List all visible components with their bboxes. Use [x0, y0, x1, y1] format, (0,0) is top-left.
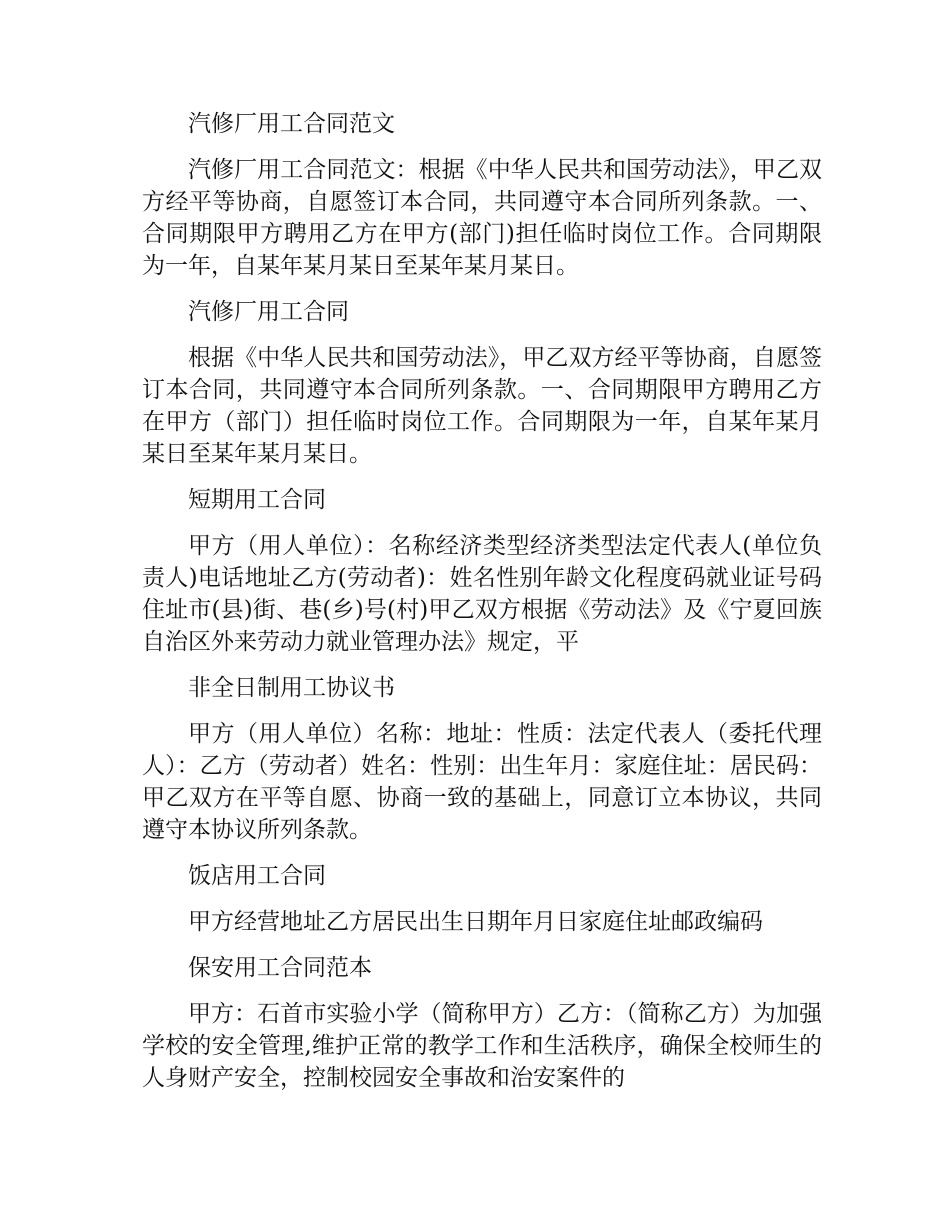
section-title: 汽修厂用工合同范文	[188, 111, 395, 137]
section-title: 汽修厂用工合同	[188, 299, 349, 325]
document-content	[142, 108, 822, 1108]
section-paragraph: 甲方（用人单位）名称：地址：性质：法定代表人（委托代理人）：乙方（劳动者）姓名：性别：出生年月：家庭住址：居民码：甲乙双方在平等自愿、协商一致的基础上，同意订立本协议，共同遵守本协议所列条款。	[142, 721, 822, 843]
section-title: 非全日制用工协议书	[188, 675, 395, 701]
section-paragraph: 根据《中华人民共和国劳动法》，甲乙双方经平等协商，自愿签订本合同，共同遵守本合同所列条款。一、合同期限甲方聘用乙方在甲方（部门）担任临时岗位工作。合同期限为一年，自某年某月某日至某年某月某日。	[142, 345, 822, 467]
section-paragraph: 甲方（用人单位）：名称经济类型经济类型法定代表人(单位负责人)电话地址乙方(劳动者)：姓名性别年龄文化程度码就业证号码住址市(县)街、巷(乡)号(村)甲乙双方根据《劳动法》及《宁夏回族自治区外来劳动力就业管理办法》规定，平	[142, 533, 822, 655]
section-paragraph: 甲方：石首市实验小学（简称甲方）乙方：（简称乙方）为加强学校的安全管理,维护正常的教学工作和生活秩序，确保全校师生的人身财产安全，控制校园安全事故和治安案件的	[142, 1001, 822, 1091]
section-title: 饭店用工合同	[188, 863, 326, 889]
section-title: 保安用工合同范本	[188, 955, 372, 981]
section-title: 短期用工合同	[188, 487, 326, 513]
section-paragraph: 甲方经营地址乙方居民出生日期年月日家庭住址邮政编码	[188, 909, 763, 935]
section-paragraph: 汽修厂用工合同范文：根据《中华人民共和国劳动法》，甲乙双方经平等协商，自愿签订本合同，共同遵守本合同所列条款。一、合同期限甲方聘用乙方在甲方(部门)担任临时岗位工作。合同期限为一年，自某年某月某日至某年某月某日。	[142, 157, 822, 279]
